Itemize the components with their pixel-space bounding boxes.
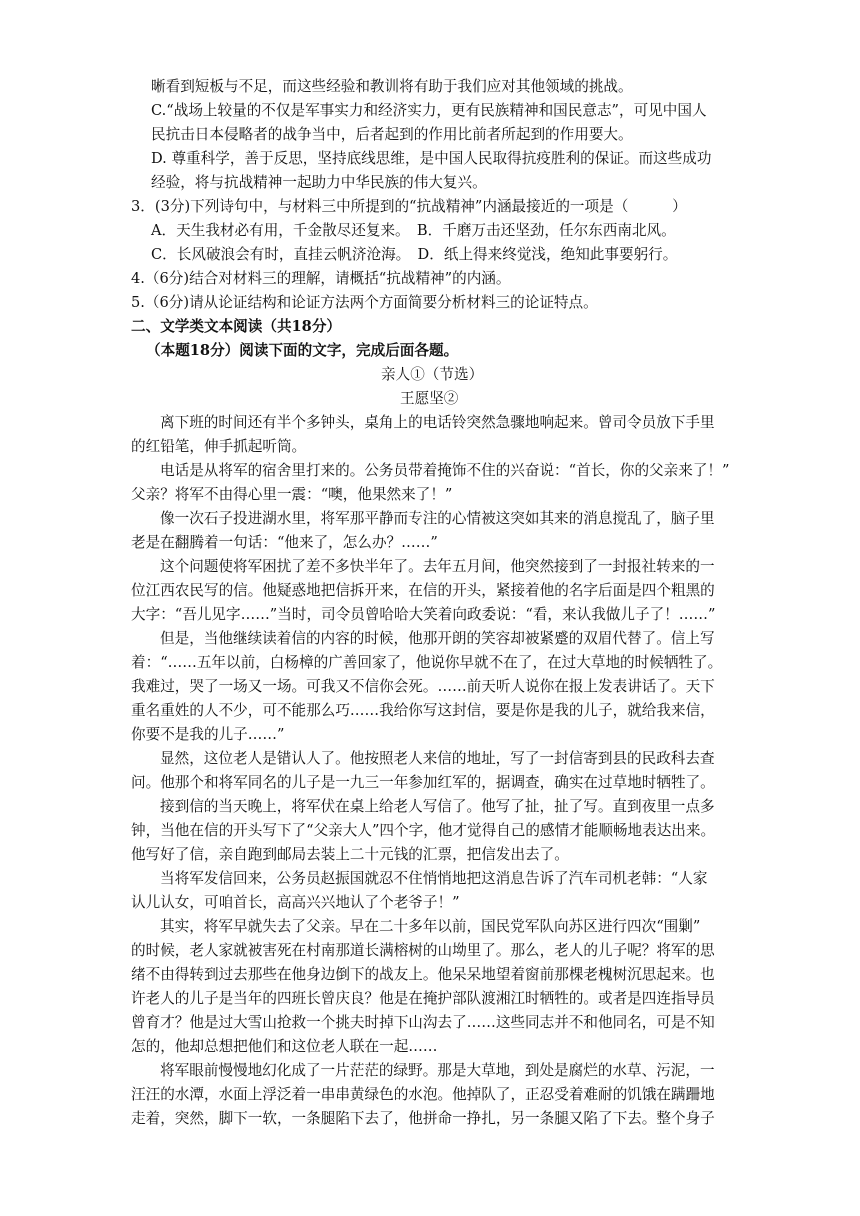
story-title: 亲人①（节选） <box>381 366 484 383</box>
text-line: 父亲？将军不由得心里一震：“噢，他果然来了！” <box>131 486 453 503</box>
text-line: 我难过，哭了一场又一场。可我又不信你会死。……前天听人说你在报上发表讲话了。天下 <box>131 678 715 695</box>
text-line: 重名重姓的人不少，可不能那么巧……我给你写这封信，要是你是我的儿子，就给我来信， <box>131 702 715 719</box>
text-line: 问。他那个和将军同名的儿子是一九三一年参加红军的，据调查，确实在过草地时牺牲了。 <box>131 774 715 791</box>
text-line: 经验，将与抗战精神一起助力中华民族的伟大复兴。 <box>151 174 487 191</box>
story-author: 王愿坚② <box>400 390 459 407</box>
section-heading: 二、文学类文本阅读（共18分） <box>131 318 342 335</box>
text-line: 汪汪的水潭，水面上浮泛着一串串黄绿色的水泡。他掉队了，正忍受着难耐的饥饿在蹒跚地 <box>131 1086 715 1103</box>
text-line: 但是，当他继续读着信的内容的时候，他那开朗的笑容却被紧蹙的双眉代替了。信上写 <box>160 630 715 647</box>
text-line: 像一次石子投进湖水里，将军那平静而专注的心情被这突如其来的消息搅乱了，脑子里 <box>160 510 715 527</box>
question-4: 4.（6分)结合对材料三的理解，请概括“抗战精神”的内涵。 <box>131 270 511 287</box>
text-line: 绪不由得转到过去那些在他身边倒下的战友上。他呆呆地望着窗前那棵老槐树沉思起来。也 <box>131 966 715 983</box>
option-c-line-1: C.“战场上较量的不仅是军事实力和经济实力，更有民族精神和国民意志”，可见中国人 <box>151 102 707 119</box>
text-line: 将军眼前慢慢地幻化成了一片茫茫的绿野。那是大草地，到处是腐烂的水草、污泥，一 <box>160 1062 715 1079</box>
text-line: 的时候，老人家就被害死在村南那道长满榕树的山坳里了。那么，老人的儿子呢？将军的思 <box>131 942 715 959</box>
text-line: 当将军发信回来，公务员赵振国就忍不住悄悄地把这消息告诉了汽车司机老韩：“人家 <box>160 870 708 887</box>
text-line: 其实，将军早就失去了父亲。早在二十多年以前，国民党军队向苏区进行四次“围剿” <box>160 918 701 935</box>
text-line: 民抗击日本侵略者的战争当中，后者起到的作用比前者所起到的作用要大。 <box>151 126 633 143</box>
text-line: 他写好了信，亲自跑到邮局去装上二十元钱的汇票，把信发出去了。 <box>131 846 569 863</box>
text-line: 老是在翻腾着一句话：“他来了，怎么办？……” <box>131 534 438 551</box>
option-d-line-1: D. 尊重科学，善于反思，坚持底线思维，是中国人民取得抗疫胜利的保证。而这些成功 <box>151 150 712 167</box>
text-line: 的红铅笔，伸手抓起听筒。 <box>131 438 307 455</box>
text-line: 着：“……五年以前，白杨樟的广善回家了，他说你早就不在了，在过大草地的时候牺牲了。 <box>131 654 723 671</box>
question-3: 3．(3分)下列诗句中，与材料三中所提到的“抗战精神”内涵最接近的一项是（ ） <box>131 198 687 215</box>
text-line: 这个问题使将军困扰了差不多快半年了。去年五月间，他突然接到了一封报社转来的一 <box>160 558 715 575</box>
text-line: 离下班的时间还有半个多钟头，桌角上的电话铃突然急骤地响起来。曾司令员放下手里 <box>160 414 715 431</box>
text-line: 晰看到短板与不足，而这些经验和教训将有助于我们应对其他领域的挑战。 <box>151 78 633 95</box>
question-3-options-ab: A．天生我材必有用，千金散尽还复来。 B．千磨万击还坚劲，任尔东西南北风。 <box>151 222 676 239</box>
text-line: 大字：“吾儿见字……”当时，司令员曾哈哈大笑着向政委说：“看，来认我做儿子了！……” <box>131 606 716 623</box>
text-line: 许老人的儿子是当年的四班长曾庆良？他是在掩护部队渡湘江时牺牲的。或者是四连指导员 <box>131 990 715 1007</box>
text-line: 曾育才？他是过大雪山抢救一个挑夫时掉下山沟去了……这些同志并不和他同名，可是不知 <box>131 1014 715 1031</box>
text-line: 走着，突然，脚下一软，一条腿陷下去了，他拼命一挣扎，另一条腿又陷了下去。整个身子 <box>131 1110 715 1127</box>
text-line: 位江西农民写的信。他疑惑地把信拆开来，在信的开头，紧接着他的名字后面是四个粗黑的 <box>131 582 715 599</box>
text-line: 接到信的当天晚上，将军伏在桌上给老人写信了。他写了扯，扯了写。直到夜里一点多 <box>160 798 715 815</box>
text-line: 认儿认女，可咱首长，高高兴兴地认了个老爷子！” <box>131 894 460 911</box>
text-line: 电话是从将军的宿舍里打来的。公务员带着掩饰不住的兴奋说：“首长，你的父亲来了！” <box>160 462 730 479</box>
text-line: 你要不是我的儿子……” <box>131 726 285 743</box>
question-5: 5.（6分)请从论证结构和论证方法两个方面简要分析材料三的论证特点。 <box>131 294 598 311</box>
question-3-options-cd: C．长风破浪会有时，直挂云帆济沧海。 D．纸上得来终觉浅，绝知此事要躬行。 <box>151 246 678 263</box>
text-line: 怎的，他却总想把他们和这位老人联在一起…… <box>131 1038 438 1055</box>
text-line: 显然，这位老人是错认人了。他按照老人来信的地址，写了一封信寄到县的民政科去查 <box>160 750 715 767</box>
text-line: 钟，当他在信的开头写下了“父亲大人”四个字，他才觉得自己的感情才能顺畅地表达出来。 <box>131 822 716 839</box>
section-instruction: （本题18分）阅读下面的文字，完成后面各题。 <box>146 342 459 359</box>
